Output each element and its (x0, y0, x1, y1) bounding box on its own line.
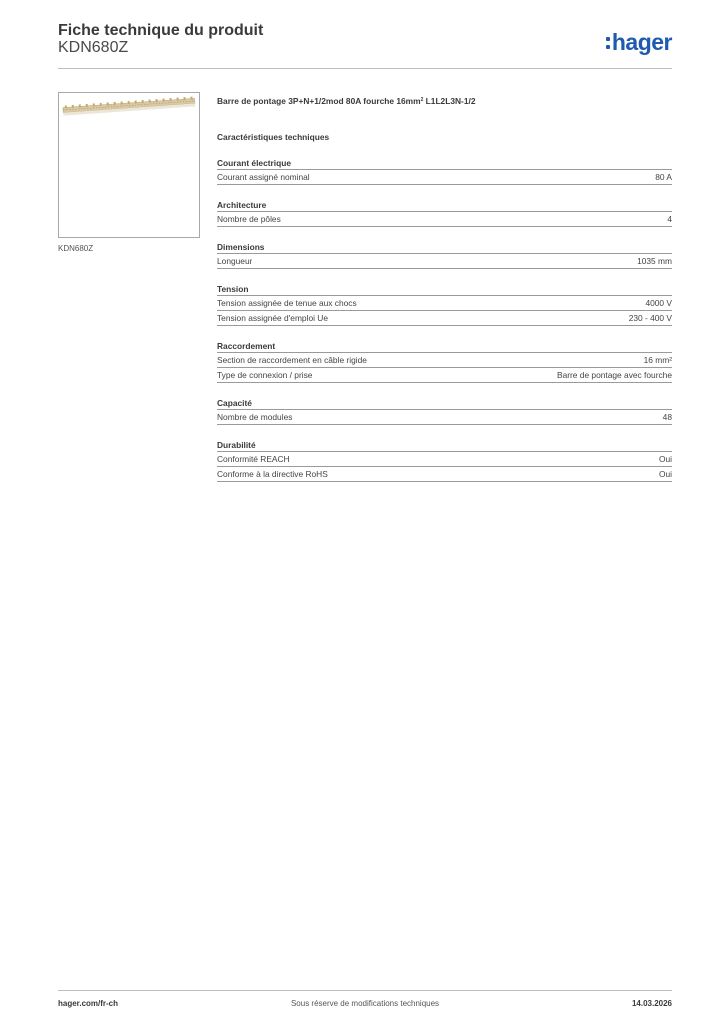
logo-dots-icon (606, 37, 610, 49)
page-footer (58, 990, 672, 1015)
spec-label: Type de connexion / prise (217, 370, 313, 380)
spec-value: Oui (658, 454, 672, 464)
spec-row (217, 311, 672, 326)
spec-category-title: Dimensions (217, 241, 672, 254)
spec-value: 230 - 400 V (628, 313, 672, 323)
spec-category-title: Raccordement (217, 340, 672, 353)
spec-row (217, 467, 672, 482)
spec-value: Barre de pontage avec fourche (556, 370, 672, 380)
page-header (58, 20, 672, 69)
footer-website-link[interactable]: hager.com/fr-ch (58, 999, 119, 1008)
spec-row (217, 296, 672, 311)
spec-label: Courant assigné nominal (217, 172, 310, 182)
spec-value: 80 A (655, 172, 672, 182)
spec-category-title: Tension (217, 283, 672, 296)
spec-row (217, 170, 672, 185)
spec-category (217, 157, 672, 185)
spec-row (217, 452, 672, 467)
spec-row (217, 368, 672, 383)
spec-label: Longueur (217, 256, 253, 266)
spec-category (217, 283, 672, 326)
spec-category (217, 199, 672, 227)
document-title: Fiche technique du produit (58, 22, 264, 39)
spec-label: Conforme à la directive RoHS (217, 469, 328, 479)
product-description: Barre de pontage 3P+N+1/2mod 80A fourche $16mm^2$ L1L2L3N-1/2 (217, 96, 476, 106)
hager-logo (606, 28, 672, 56)
spec-label: Nombre de pôles (217, 214, 281, 224)
logo-text: hager (611, 29, 672, 55)
footer-date: 14.03.2026 (631, 999, 672, 1008)
spec-category (217, 241, 672, 269)
spec-row (217, 410, 672, 425)
specs-heading: Caractéristiques techniques (217, 132, 330, 142)
spec-category-title: Courant électrique (217, 157, 672, 170)
spec-label: Conformité REACH (217, 454, 290, 464)
spec-category (217, 397, 672, 425)
spec-label: Nombre de modules (217, 412, 293, 422)
spec-category (217, 340, 672, 383)
spec-row (217, 254, 672, 269)
product-image (58, 92, 200, 238)
footer-disclaimer: Sous réserve de modifications techniques (290, 999, 440, 1008)
spec-label: Tension assignée d'emploi Ue (217, 313, 329, 323)
spec-category (217, 439, 672, 482)
product-reference: KDN680Z (58, 39, 129, 56)
spec-row (217, 212, 672, 227)
spec-value: 4 (667, 214, 672, 224)
spec-category-title: Capacité (217, 397, 672, 410)
spec-value: Oui (658, 469, 672, 479)
spec-label: Section de raccordement en câble rigide (217, 355, 367, 365)
spec-value: 1035 mm (637, 256, 672, 266)
specs-categories (217, 157, 672, 482)
spec-category-title: Architecture (217, 199, 672, 212)
busbar-image-icon (59, 93, 199, 237)
product-details (217, 95, 672, 482)
spec-category-title: Durabilité (217, 439, 672, 452)
spec-row (217, 353, 672, 368)
spec-label: Tension assignée de tenue aux chocs (217, 298, 357, 308)
spec-value: 4000 V (645, 298, 672, 308)
spec-value: 16 mm² (643, 355, 672, 365)
spec-value: 48 (662, 412, 672, 422)
image-caption: KDN680Z (58, 244, 94, 253)
